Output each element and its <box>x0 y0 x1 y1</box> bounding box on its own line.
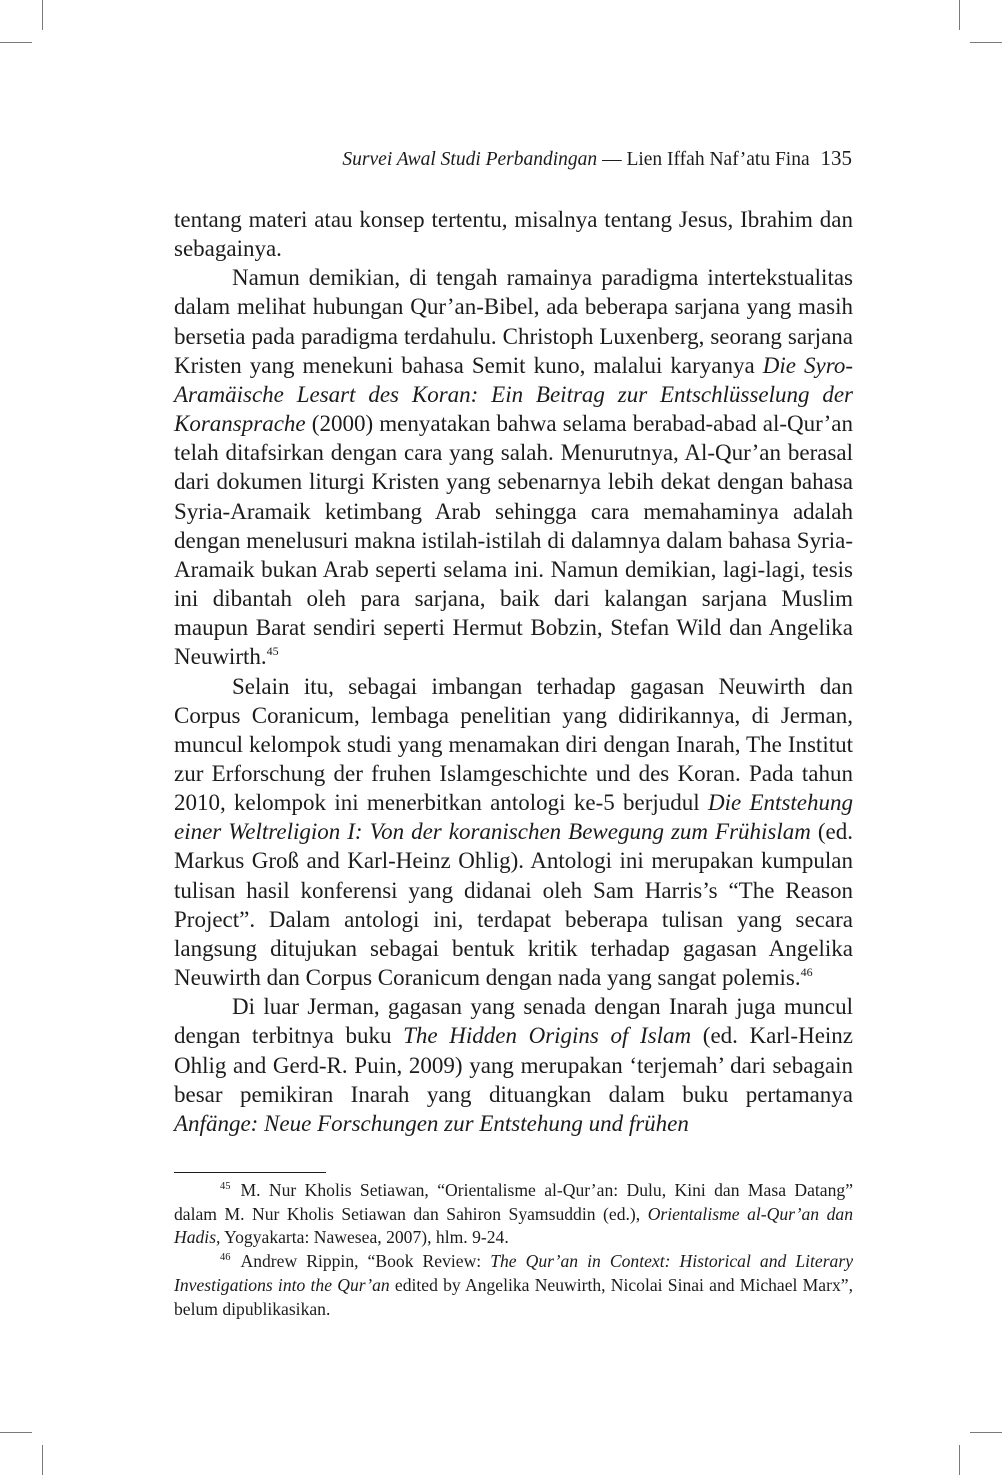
italic-title: Anfänge: Neue Forschungen zur Entstehung und frühen <box>174 1110 689 1136</box>
crop-mark-bottom-left <box>42 1445 43 1475</box>
body-text <box>174 205 853 1138</box>
crop-mark-bottom-right <box>959 1445 960 1475</box>
paragraph-1 <box>174 205 853 263</box>
italic-title: Die Syro-Aramäische Lesart des Koran: Ein Beitrag zur Entschlüsselung der Koransprache <box>174 352 853 437</box>
text-run: (ed. Markus Groß and Karl-Heinz Ohlig). Antologi ini merupakan kumpulan tulisan hasil konferensi yang didanai oleh Sam Harris’s “The Reason Project”. Dalam antologi ini, terdapat beberapa tulisan yang secara langsung ditujukan sebagai bentuk kritik terhadap gagasan Angelika Neuwirth dan Corpus Coranicum dengan nada yang sangat polemis. <box>174 819 853 991</box>
text-run: Namun demikian, di tengah ramainya paradigma intertekstualitas dalam melihat hubungan Qur’an-Bibel, ada beberapa sarjana yang masih bersetia pada paradigma terdahulu. Christoph Luxenberg, seorang sarjana Kristen yang menekuni bahasa Semit kuno, malalui karyanya <box>174 265 853 378</box>
paragraph-2 <box>174 263 853 671</box>
italic-title: Die Entstehung einer Weltreligion I: Von der koranischen Bewegung zum Frühislam <box>174 790 853 845</box>
crop-mark-bottom-left-h <box>0 1432 32 1433</box>
running-head-separator: — <box>597 149 627 170</box>
text-run: tentang materi atau konsep tertentu, misalnya tentang Jesus, Ibrahim dan sebagainya. <box>174 207 853 262</box>
italic-title: Orientalisme al-Qur’an dan Hadis, <box>174 1203 853 1248</box>
footnote-reference: 46 <box>800 965 813 980</box>
text-run: (2000) menyatakan bahwa selama berabad-abad al-Qur’an telah ditafsirkan dengan cara yang salah. Menurutnya, Al-Qur’an berasal dari dokumen liturgi Kristen yang sebenarnya lebih dekat dengan bahasa Syria-Aramaik ketimbang Arab sehingga cara memahaminya adalah dengan menelusuri makna istilah-istilah di dalamnya dalam bahasa Syria-Aramaik bukan Arab seperti selama ini. Namun demikian, lagi-lagi, tesis ini dibantah oleh para sarjana, baik dari kalangan sarjana Muslim maupun Barat sendiri seperti Hermut Bobzin, Stefan Wild dan Angelika Neuwirth. <box>174 411 853 670</box>
page-number: 135 <box>820 146 852 170</box>
footnote-reference: 45 <box>266 644 279 659</box>
italic-title: The Hidden Origins of Islam <box>403 1023 692 1049</box>
running-head <box>342 146 852 171</box>
footnote-number: 46 <box>220 1252 231 1264</box>
footnote-46 <box>174 1250 853 1321</box>
crop-mark-top-left-h <box>0 42 32 43</box>
text-run: Di luar Jerman, gagasan yang senada dengan Inarah juga muncul dengan terbitnya buku <box>174 994 853 1049</box>
text-run: M. Nur Kholis Setiawan, “Orientalisme al-Qur’an: Dulu, Kini dan Masa Datang” dalam M. Nur Kholis Setiawan dan Sahiron Syamsuddin (ed.), <box>174 1180 853 1224</box>
italic-title: The Qur’an in Context: Historical and Literary Investigations into the Qur’an <box>174 1251 853 1295</box>
paragraph-4 <box>174 992 853 1138</box>
paragraph-3 <box>174 672 853 993</box>
text-run: Selain itu, sebagai imbangan terhadap gagasan Neuwirth dan Corpus Coranicum, lembaga penelitian yang didirikannya, di Jerman, muncul kelompok studi yang menamakan diri dengan Inarah, The Institut zur Erforschung der fruhen Islamgeschichte und des Koran. Pada tahun 2010, kelompok ini menerbitkan antologi ke-5 berjudul <box>174 673 853 816</box>
footnotes <box>174 1179 853 1321</box>
running-head-author: Lien Iffah Naf’atu Fina <box>626 149 810 170</box>
crop-mark-top-right <box>959 0 960 30</box>
text-run: Andrew Rippin, “Book Review: <box>240 1251 491 1272</box>
crop-mark-top-right-h <box>970 42 1002 43</box>
crop-mark-bottom-right-h <box>970 1432 1002 1433</box>
crop-mark-top-left <box>42 0 43 30</box>
footnote-45 <box>174 1179 853 1250</box>
text-run: edited by Angelika Neuwirth, Nicolai Sinai and Michael Marx”, belum dipublikasikan. <box>174 1274 853 1319</box>
text-run: (ed. Karl-Heinz Ohlig and Gerd-R. Puin, 2009) yang merupakan ‘terjemah’ dari sebagain besar pemikiran Inarah yang dituangkan dalam buku pertamanya <box>174 1023 853 1107</box>
text-run: Yogyakarta: Nawesea, 2007), hlm. 9-24. <box>220 1227 509 1248</box>
running-head-title: Survei Awal Studi Perbandingan <box>342 149 598 170</box>
footnote-rule <box>174 1172 326 1173</box>
footnote-number: 45 <box>220 1181 231 1192</box>
